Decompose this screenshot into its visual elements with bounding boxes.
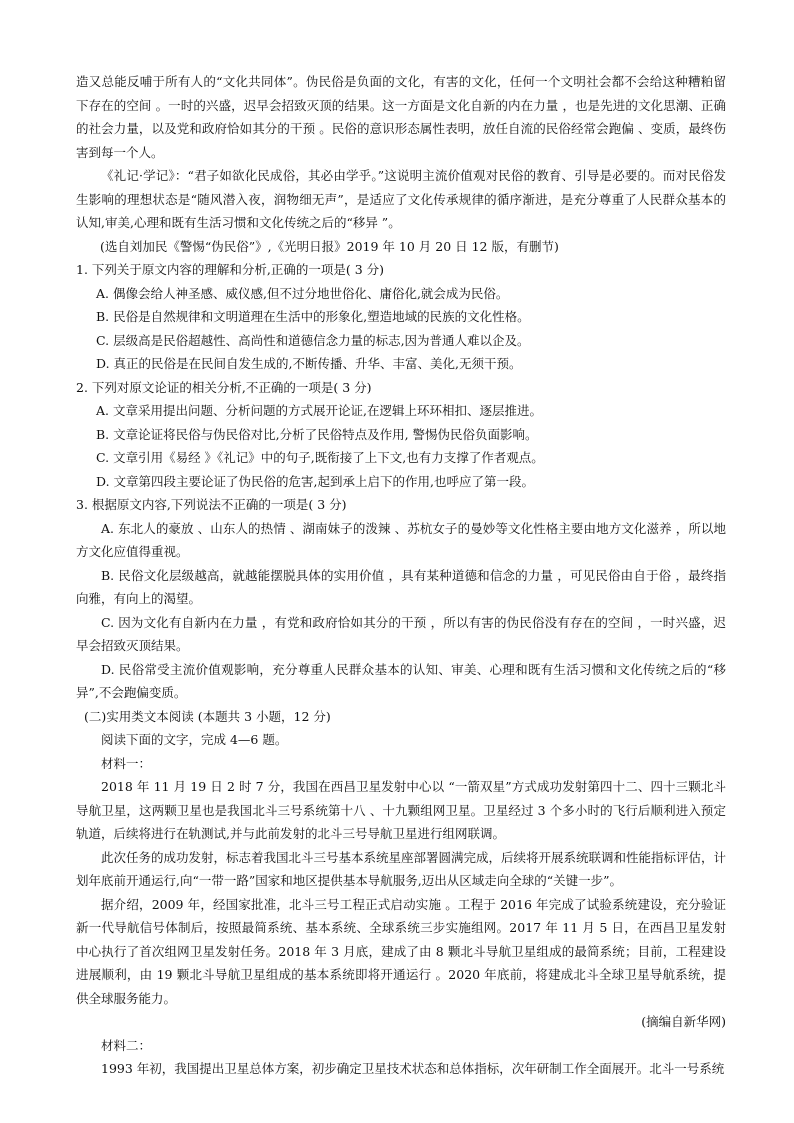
material-1-paragraph-3: 据介绍，2009 年，经国家批准，北斗三号工程正式启动实施 。工程于 2016 年完成了试验系统建设，充分验证新一代导航信号体制后，按照最简系统、基本系统、全球系统三步实施组网。2017 年 11 月 5 日，在西昌卫星发射中心执行了首次组网卫星发射任务。2018 年 3 月底，建成了由 8 颗北斗导航卫星组成的最简系统；目前，工程建设进展顺利，由 19 颗北斗导航卫星组成的基本系统即将开通运行 。2020 年底前，将建成北斗全球卫星导航系统，提供全球服务能力。 bbox=[76, 896, 726, 1006]
material-2-paragraph-1: 1993 年初，我国提出卫星总体方案，初步确定卫星技术状态和总体指标，次年研制工作全面展开。北斗一号系统 bbox=[101, 1061, 725, 1076]
passage-paragraph-2: 《礼记·学记》：“君子如欲化民成俗，其必由学乎。”这说明主流价值观对民俗的教育、引导是必要的。而对民俗发生影响的理想状态是“随风潜入夜，润物细无声”，是适应了文化传承规律的循序渐进，是充分尊重了人民群众基本的认知,审美,心理和既有生活习惯和文化传统之后的“移异 ”。 bbox=[76, 168, 726, 230]
material-1-source: (摘编自新华网) bbox=[641, 1014, 726, 1029]
question-1-option-b: B. 民俗是自然规律和文明道理在生活中的形象化,塑造地域的民族的文化性格。 bbox=[96, 309, 530, 324]
question-2-option-c: C. 文章引用《易经 》《礼记》中的句子,既衔接了上下文,也有力支撑了作者观点。 bbox=[96, 450, 544, 465]
document-body bbox=[76, 70, 726, 1081]
material-1-label: 材料一： bbox=[101, 755, 152, 771]
material-1-paragraph-1: 2018 年 11 月 19 日 2 时 7 分，我国在西昌卫星发射中心以 “一箭双星”方式成功发射第四十二、四十三颗北斗导航卫星，这两颗卫星也是我国北斗三号系统第十八 、十九颗组网卫星。卫星经过 3 个多小时的飞行后顺利进入预定轨道，后续将进行在轨测试,并与此前发射的北斗三号导航卫星进行组网联调。 bbox=[76, 779, 726, 841]
question-2-option-d: D. 文章第四段主要论证了伪民俗的危害,起到承上启下的作用,也呼应了第一段。 bbox=[96, 473, 534, 489]
question-2-stem: 2. 下列对原文论证的相关分析,不正确的一项是( 3 分) bbox=[76, 379, 372, 395]
question-2-option-b: B. 文章论证将民俗与伪民俗对比,分析了民俗特点及作用, 警惕伪民俗负面影响。 bbox=[96, 426, 538, 442]
question-3 bbox=[76, 493, 726, 705]
question-1 bbox=[76, 258, 726, 376]
question-2-option-a: A. 文章采用提出问题、分析问题的方式展开论证,在逻辑上环环相扣、逐层推进。 bbox=[96, 403, 542, 418]
material-1-paragraph-2: 此次任务的成功发射，标志着我国北斗三号基本系统星座部署圆满完成，后续将开展系统联调和性能指标评估，计划年底前开通运行,向“一带一路”国家和地区提供基本导航服务,迈出从区域走向全球的“关键一步”。 bbox=[76, 849, 727, 888]
passage-paragraph-1: 造又总能反哺于所有人的“文化共同体”。伪民俗是负面的文化，有害的文化，任何一个文明社会都不会给这种糟粕留下存在的空间 。一时的兴盛，迟早会招致灭顶的结果。这一方面是文化自新的内在力量 ，也是先进的文化思潮、正确的社会力量，以及党和政府恰如其分的干预 。民俗的意识形态属性表明，放任自流的民俗经常会跑偏 、变质，最终伤害到每一个人。 bbox=[76, 74, 726, 160]
question-3-option-c: C. 因为文化有自新内在力量 ，有党和政府恰如其分的干预 ，所以有害的伪民俗没有存在的空间 ，一时兴盛，迟早会招致灭顶结果。 bbox=[76, 614, 726, 653]
material-2-label: 材料二： bbox=[101, 1037, 152, 1053]
question-1-option-c: C. 层级高是民俗超越性、高尚性和道德信念力量的标志,因为普通人难以企及。 bbox=[96, 332, 530, 348]
question-3-stem: 3. 根据原文内容,下列说法不正确的一项是( 3 分) bbox=[76, 497, 347, 512]
section-heading: (二)实用类文本阅读 (本题共 3 小题，12 分) bbox=[84, 708, 331, 724]
question-1-option-d: D. 真正的民俗是在民间自发生成的,不断传播、升华、丰富、美化,无须干预。 bbox=[96, 356, 522, 371]
question-2 bbox=[76, 376, 726, 494]
question-3-option-b: B. 民俗文化层级越高，就越能摆脱具体的实用价值 ，具有某种道德和信念的力量 ，可见民俗由自于俗 ，最终指向雅，有向上的渴望。 bbox=[76, 567, 726, 606]
section-instruction: 阅读下面的文字，完成 4—6 题。 bbox=[101, 732, 288, 747]
question-1-option-a: A. 偶像会给人神圣感、威仪感,但不过分地世俗化、庸俗化,就会成为民俗。 bbox=[96, 285, 509, 301]
question-3-option-d: D. 民俗常受主流价值观影响，充分尊重人民群众基本的认知、审美、心理和既有生活习惯和文化传统之后的“移异”,不会跑偏变质。 bbox=[76, 661, 726, 700]
question-3-option-a: A. 东北人的豪放 、山东人的热情 、湖南妹子的泼辣 、苏杭女子的曼妙等文化性格主要由地方文化滋养 ，所以地方文化应值得重视。 bbox=[76, 520, 726, 559]
question-1-stem: 1. 下列关于原文内容的理解和分析,正确的一项是( 3 分) bbox=[76, 262, 385, 277]
passage-source: (选自刘加民《警惕“伪民俗”》,《光明日报》2019 年 10 月 20 日 12 版，有删节) bbox=[100, 238, 559, 254]
